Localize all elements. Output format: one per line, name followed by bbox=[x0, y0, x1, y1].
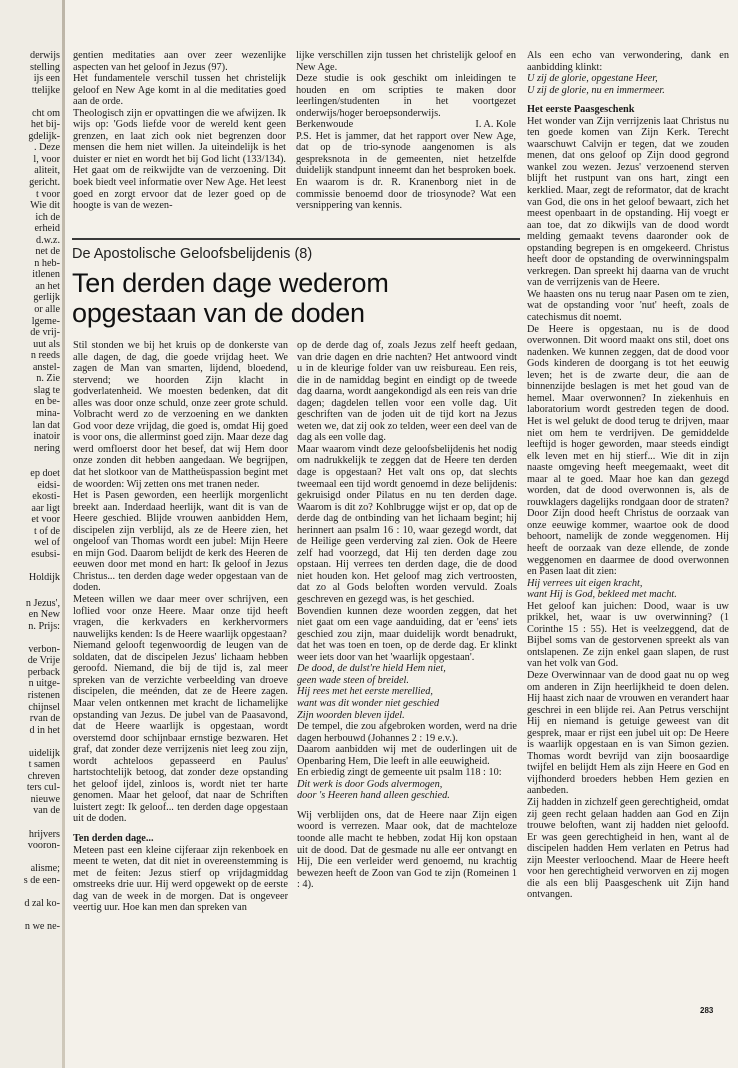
facing-page-fragment: en be- bbox=[34, 396, 60, 408]
page-number: 283 bbox=[700, 1006, 714, 1015]
facing-page-fragment: lan dat bbox=[32, 419, 60, 431]
article-paragraph: De Heere is opgestaan, nu is de dood overwonnen. Dit woord maakt ons stil, doet ons nadenken. We kunnen zeggen, dat de dood voor Gods kinderen de doorgang is tot het eeuwig leven; het is de zwarte deur, die aan de binnenzijde beslagen is met het goud van de hemel. Maar overwonnen? In ziekenhuis en laboratorium wordt gestreden tegen de dood. Het is wel gelukt de dood terug te drijven, maar niet om hem te verdrijven. De gemiddelde leeftijd is hoger geworden, maar steeds eindigt elk leven met en hij stierf... Wie dit in zijn naaste omgeving heeft meegemaakt, weet dit maar al te goed. Maar hoe kan dan gezegd worden, dat de dood overwonnen is, als de rouwklagers dagelijks rondgaan door de straten? Door Zijn dood heeft Christus de oorzaak van onze eeuwige kommer, waartoe ook de dood behoort, namelijk de zonde weggenomen. Hij heeft de oorzaak van deze ellende, de zonde weggenomen en daarmee de dood overwonnen en Pasen laat dit zien: bbox=[527, 323, 729, 578]
article-paragraph: op de derde dag of, zoals Jezus zelf heeft gedaan, van drie dagen en drie nachten? Het antwoord vindt u in de kleurige folder van uw reisbureau. Een reis, die in de namiddag begint en eindigt op de tweede dag daarna, wordt aangekondigd als een reis van drie dagen; dagdelen tellen voor een volle dag. Uit geschriften van de joden uit de tijd kort na Jezus weten we, dat zij ook zo telden, weer een deel van de dag als een volle dag. bbox=[297, 340, 517, 444]
facing-page-fragment: aar ligt bbox=[31, 502, 60, 514]
article-subheading: Ten derden dage... bbox=[73, 832, 154, 844]
article-paragraph: Zij hadden in zichzelf geen gerechtigheid, omdat zij geen recht gelaan hadden aan God en Zijn trouwe beloften, want zij hadden niet geloofd. Er was geen gerechtigheid in hen, want al de discipelen hadden Hem verlaten en Petrus had zijn Meester verloochend. Maar de Heere heeft voor hen gerechtigheid verworven en zij mogen die als een blij Paasgeschenk uit Zijn hand ontvangen. bbox=[527, 797, 729, 901]
facing-page-fragment: aliteit, bbox=[34, 165, 60, 177]
facing-page-fragment bbox=[2, 817, 60, 829]
facing-page-fragment bbox=[2, 632, 60, 644]
article-paragraph: Niemand gelooft tegenwoordig de leugen van de soldaten, dat de discipelen Jezus' lichaam hebben geroofd. Niemand, die bij de tijd is, zal meer spreken van de verzichte verbeelding van droeve discipelen, die meénden, dat ze de Heere zagen. Maar velen ontkennen met kracht de lichamelijke opstanding van Jezus. De jubel van de Paasavond, dat de Heere waarlijk is opgestaan, wordt overstemd door schijnbaar ernstige bezwaren. Het graf, dat zonder deze verrijzenis niet leeg zou zijn, wordt achteloos gepasseerd en Paulus' hartstochtelijk betoog, dat zonder deze opstanding het geloof ijdel, zinloos is, wordt niet ter harte genomen. Maar het geloof, dat naar de Schriften luistert zegt: Ik geloof... ten derden dage opgestaan uit de doden. bbox=[73, 640, 288, 825]
facing-page-fragment: perback bbox=[27, 666, 60, 678]
facing-page-fragment: ters cul- bbox=[26, 782, 60, 794]
reviewer-name: I. A. Kole bbox=[475, 119, 516, 131]
facing-page-fragment: n Jezus', bbox=[25, 597, 60, 609]
poem-line: want was dit wonder niet geschied bbox=[297, 697, 440, 709]
poem-line: geen wade steen of breidel. bbox=[297, 674, 409, 686]
poem-quote bbox=[297, 663, 517, 721]
facing-page-fragment: vooron- bbox=[27, 840, 60, 852]
facing-page-fragment: esubsi- bbox=[31, 548, 60, 560]
article-paragraph: Stil stonden we bij het kruis op de donkerste van alle dagen, de dag, die goede vrijdag heet. We zagen de Man van smarten, lijdend, bloedend, stervend; we hoorden Zijn klacht in godverlatenheid. We moesten bedenken, dat dit alles was door onze schuld, onze zeer grote schuld. Volbracht werd zo de verzoening en we dankten God voor deze vrijdag, die goed is, omdat Hij goed is voor ons, die allerminst goed zijn. Maar deze dag werd omfloerst door het besef, dat wij Hem door onze zonden dit hebben aangedaan. We begrijpen, dat het slotkoor van de Mattheüspassion begint met de woorden: Wij zetten ons met tranen neder. bbox=[73, 340, 288, 490]
article-headline bbox=[72, 268, 527, 328]
facing-page-fragment: cht om bbox=[31, 107, 60, 119]
facing-page-fragment: n heb- bbox=[34, 257, 60, 269]
facing-page-fragment: wel of bbox=[34, 537, 60, 549]
facing-page-fragment: inatoir bbox=[33, 431, 60, 443]
poem-line: U zij de glorie, opgestane Heer, bbox=[527, 73, 658, 85]
facing-page-fragment: ekosti- bbox=[32, 491, 60, 503]
reviewer-place: Berkenwoude bbox=[296, 119, 354, 131]
facing-page-fragment: uidelijk bbox=[28, 747, 60, 759]
facing-page-fragment: van de bbox=[33, 805, 60, 817]
article-paragraph: En erbiedig zingt de gemeente uit psalm 118 : 10: bbox=[297, 767, 502, 779]
facing-page-fragment: nering bbox=[33, 442, 60, 454]
article-paragraph: De tempel, die zou afgebroken worden, werd na drie dagen herbouwd (Johannes 2 : 19 e.v.). bbox=[297, 721, 517, 744]
facing-page-fragment bbox=[2, 736, 60, 748]
facing-page-fragment: s de een- bbox=[23, 874, 60, 886]
poem-line: Zijn woorden bleven ijdel. bbox=[297, 709, 405, 721]
article-subheading: Het eerste Paasgeschenk bbox=[527, 104, 635, 116]
article-paragraph: Het wonder van Zijn verrijzenis laat Christus nu ten goede komen van Zijn Kerk. Terecht waarschuwt Calvijn er tegen, dat we zouden menen, dat ons geloof op Zijn dood gegrond wankel zou wezen. Jezus' verzoenend sterven blijft het rustpunt van ons hart, zingt een kerklied. Maar, zegt de reformator, dat de kracht van God, die ons in het geloof bewaart, zich het meest openbaart in de opstanding. Hij voegt er aan toe, dat zo dikwijls van de dood wordt melding gemaakt tevens daaronder ook de opstanding begrepen is en omgekeerd. Christus heeft door de opstanding de overwinningspalm verkregen. Dan spreekt hij daarna van de vrucht van de verrijzenis van de Heere. bbox=[527, 115, 729, 289]
facing-page-fragment: nieuwe bbox=[30, 793, 60, 805]
facing-page-fragment: Holdijk bbox=[28, 572, 60, 584]
facing-page-fragment: gericht. bbox=[29, 177, 60, 189]
facing-page-fragment: d.w.z. bbox=[36, 234, 60, 246]
facing-page-fragment bbox=[2, 886, 60, 898]
facing-page-fragment: ich de bbox=[35, 211, 60, 223]
page-spine bbox=[62, 0, 65, 1068]
facing-page-fragment: ep doet bbox=[30, 468, 60, 480]
facing-page-fragment: uut als bbox=[33, 338, 60, 350]
article-paragraph: Het is Pasen geworden, een heerlijk morgenlicht breekt aan. Inderdaad heerlijk, want dit is van de Heere geschied. Blijde vrouwen aanbidden Hem, discipelen zijn verblijd, als ze de Heere zien, het ongeloof van Thomas wordt een jubel: Mijn Heere en mijn God. Daarom belijdt de kerk des Heeren de eeuwen door met mond en hart: Ik geloof in Jezus Christus... ten derden dage weder opgestaan van de doden. bbox=[73, 490, 288, 594]
facing-page-fragment: n. Prijs: bbox=[28, 620, 60, 632]
review-postscript: P.S. Het is jammer, dat het rapport over New Age, dat op de trio-synode aangenomen is als gespreksnota in de gemeenten, niet hetzelfde duidelijk standpunt inneemt dan het besproken boek. En waarom is dr. R. Kranenborg niet in de commissie benoemd door de triosynode? Wat een versnippering van kennis. bbox=[296, 130, 516, 212]
facing-page-fragment: an het bbox=[35, 280, 60, 292]
facing-page-fragment: net de bbox=[35, 246, 60, 258]
facing-page-fragment: n. Zie bbox=[36, 373, 60, 385]
article-paragraph: Meteen past een kleine cijferaar zijn rekenboek en meent te weten, dat dit niet in overeenstemming is met de feiten: Jezus stierf op vrijdagmiddag omstreeks drie uur. Hij werd opgewekt op de eerste dag van de week in de morgen. Dat is ongeveer veertig uur. Hoe kan men dan spreken van bbox=[73, 844, 288, 914]
psalm-quote bbox=[297, 779, 517, 802]
facing-page-fragment: chijnsel bbox=[28, 701, 60, 713]
article-paragraph: Het geloof kan juichen: Dood, waar is uw prikkel, het, waar is uw overwinning? (1 Corinthe 15 : 55). Het is veelzeggend, dat de Bijbel soms van de gestorvenen spreekt als van ontslapenen. Ze zijn enkel gaan slapen, de rust van het volk van God. bbox=[527, 600, 729, 670]
facing-page-fragment bbox=[2, 852, 60, 864]
article-paragraph: Deze Overwinnaar van de dood gaat nu op weg om anderen in Zijn heerlijkheid te doen delen. Hij haast zich naar de vrouwen en verandert haar geschrei in een blijde rei. Aan Petrus verschijnt Hij en niemand is getuige geweest van dit gesprek, maar er rijst een jubel uit op: De Heere is waarlijk opgestaan en is van Simon gezien. Thomas wordt bevrijd van zijn boosaardige twijfel en belijdt Hem als zijn Heere en God en vijfhonderd broeders hebben Hem gezien en aanbeden. bbox=[527, 669, 729, 797]
facing-page-fragment: anstel- bbox=[32, 361, 60, 373]
glory-quote bbox=[527, 73, 729, 96]
facing-page-fragment: hrijvers bbox=[28, 828, 60, 840]
facing-page-fragment: rvan de bbox=[29, 713, 60, 725]
facing-page-fragment: ttelijke bbox=[31, 84, 60, 96]
review-text: gentien meditaties aan over zeer wezenlijke aspecten van het geloof in Jezus (97). Het fundamentele verschil tussen het christelijk geloof en New Age komt in al die meditaties goed aan de orde. Theologisch zijn er opvattingen die we afwijzen. Ik wijs op: 'Gods liefde voor de wereld kent geen grenzen, en laat zich ook niet begrenzen door mensen die hem niet willen. Ja uiteindelijk is het duister er niet en wordt het bij God licht (133/134). Het gaat om de reikwijdte van de verzoening. Dit boek biedt veel informatie over New Age. Het leest goed en zorgt ervoor dat de lezer goed op de hoogte is van de wezen- bbox=[73, 50, 286, 212]
review-column-1 bbox=[73, 50, 286, 236]
facing-page-fragment bbox=[2, 96, 60, 108]
article-column-3 bbox=[527, 50, 729, 998]
poem-line: De dood, de dulst're hield Hem niet, bbox=[297, 663, 446, 675]
facing-page-fragment: het bij- bbox=[30, 119, 60, 131]
poem-quote bbox=[527, 578, 729, 601]
facing-page-fragment: slag te bbox=[33, 384, 60, 396]
article-paragraph: Wij verblijden ons, dat de Heere naar Zijn eigen woord is verrezen. Maar ook, dat de machteloze toonde alle macht te hebben, zodat Hij kon opstaan uit de dood. Dat de gesmade nu alle eer ontvangt en Hij, Die een verleider werd genoemd, nu krachtig bewezen heeft de Zoon van God te zijn (Romeinen 1 : 4). bbox=[297, 809, 517, 891]
facing-page-fragment: de Vrije bbox=[27, 655, 60, 667]
facing-page-fragment: lgeme- bbox=[31, 315, 60, 327]
facing-page-fragment: et voor bbox=[31, 514, 60, 526]
facing-page-fragment: de vrij- bbox=[30, 327, 60, 339]
facing-page-fragment: verbon- bbox=[28, 643, 60, 655]
facing-page-fragment: t of de bbox=[33, 525, 60, 537]
facing-page-fragment: n we ne- bbox=[24, 920, 60, 932]
review-text: lijke verschillen zijn tussen het christelijk geloof en New Age. Deze studie is ook geschikt om inleidingen te houden en om scripties te maken door leerlingen/studenten in het voortgezet onderwijs/hoger beroepsonderwijs. bbox=[296, 50, 516, 119]
facing-page-fragment: derwijs bbox=[30, 50, 60, 61]
article-paragraph: We haasten ons nu terug naar Pasen om te zien, wat de opstanding voor 'nut' heeft, zoals de catechismus dit noemt. bbox=[527, 288, 729, 324]
facing-page-fragment: . Deze bbox=[33, 142, 60, 154]
article-paragraph: Meteen willen we daar meer over schrijven, een loflied voor onze Heere. Maar onze tijd heeft vragen, die kerkvaders en kerkhervormers nauwelijks kenden: Is de Heere waarlijk opgestaan? bbox=[73, 594, 288, 640]
facing-page-fragment: t voor bbox=[35, 188, 60, 200]
series-kicker: De Apostolische Geloofsbelijdenis (8) bbox=[72, 246, 313, 262]
facing-page-fragment: or alle bbox=[34, 304, 60, 316]
psalm-line: Dit werk is door Gods alvermogen, bbox=[297, 778, 443, 790]
facing-page-fragment: en New bbox=[28, 609, 60, 621]
facing-page-fragment: mina- bbox=[36, 407, 60, 419]
facing-page-fragment: l, voor bbox=[33, 153, 60, 165]
poem-line: Hij verrees uit eigen kracht, bbox=[527, 577, 643, 589]
facing-page-fragment: gdelijk- bbox=[28, 130, 60, 142]
article-paragraph: Bovendien kunnen deze woorden zeggen, dat het niet gaat om een vage aanduiding, dat er 'eens' iets geschied zou zijn, maar duidelijk wordt benadrukt, dat het was toen en toen, op de derde dag. Er klinkt weer iets door van het 'waarlijk opgestaan'. bbox=[297, 605, 517, 663]
facing-page-fragment: chreven bbox=[27, 770, 60, 782]
facing-page-fragment: n uitge- bbox=[28, 678, 60, 690]
poem-line: U zij de glorie, nu en immermeer. bbox=[527, 84, 665, 96]
review-column-2 bbox=[296, 50, 516, 236]
facing-page-fragment: eidsi- bbox=[37, 479, 60, 491]
facing-page-fragment: Wie dit bbox=[30, 200, 60, 212]
facing-page-fragment: ristenen bbox=[27, 689, 60, 701]
psalm-line: door 's Heeren hand alleen geschied. bbox=[297, 790, 450, 802]
article-paragraph: Als een echo van verwondering, dank en aanbidding klinkt: bbox=[527, 50, 729, 73]
facing-page-fragment: d zal ko- bbox=[24, 897, 60, 909]
poem-line: Hij rees met het eerste merellied, bbox=[297, 686, 433, 698]
facing-page-fragment: itlenen bbox=[32, 269, 60, 281]
facing-page-fragment bbox=[2, 909, 60, 921]
facing-page-fragment: ijs een bbox=[33, 73, 60, 85]
article-column-2 bbox=[297, 340, 517, 998]
article-paragraph: Maar waarom vindt deze geloofsbelijdenis het nodig om nadrukkelijk te zeggen dat de Heere ten derden dage is opgestaan? Het valt ons op, dat slechts tweemaal een tijd wordt genoemd in deze belijdenis: gekruisigd onder Pilatus en nu ten derden dage. Waarom is dit zo? Kohlbrugge wijst er op, dat op de derde dag de ontbinding van het lichaam begint; hij herinnert aan psalm 16 : 10, waar gezegd wordt, dat de Heilige geen verderving zal zien. Ook de Heere zelf had voorzegd, dat Hij ten derden dage zou opstaan. Hij verrees ten derden dage, die de dood niet houden kon. Het geloof mag zich vertroosten, dat zo al Gods beloften worden vervuld. Zoals geschreven en gezegd was, is het geschied. bbox=[297, 443, 517, 606]
reviewer-signature bbox=[296, 119, 516, 131]
facing-page-text-fragments bbox=[2, 50, 60, 1010]
article-paragraph: Daarom aanbidden wij met de ouderlingen uit de Openbaring Hem, Die leeft in alle eeuwigheid. bbox=[297, 744, 517, 767]
poem-line: want Hij is God, bekleed met macht. bbox=[527, 589, 677, 601]
facing-page-fragment: t samen bbox=[28, 759, 60, 771]
facing-page-fragment: n reeds bbox=[30, 350, 60, 362]
facing-page-fragment: d in het bbox=[29, 724, 60, 736]
facing-page-fragment: gerlijk bbox=[33, 292, 60, 304]
facing-page-fragment: stelling bbox=[30, 61, 60, 73]
section-divider-rule bbox=[72, 238, 520, 240]
headline-line-2: opgestaan van de doden bbox=[72, 298, 365, 328]
article-column-1 bbox=[73, 340, 288, 998]
facing-page-fragment: erheid bbox=[34, 223, 60, 235]
headline-line-1: Ten derden dage wederom bbox=[72, 268, 389, 298]
facing-page-fragment: alisme; bbox=[30, 863, 60, 875]
facing-page-fragment bbox=[2, 561, 60, 573]
